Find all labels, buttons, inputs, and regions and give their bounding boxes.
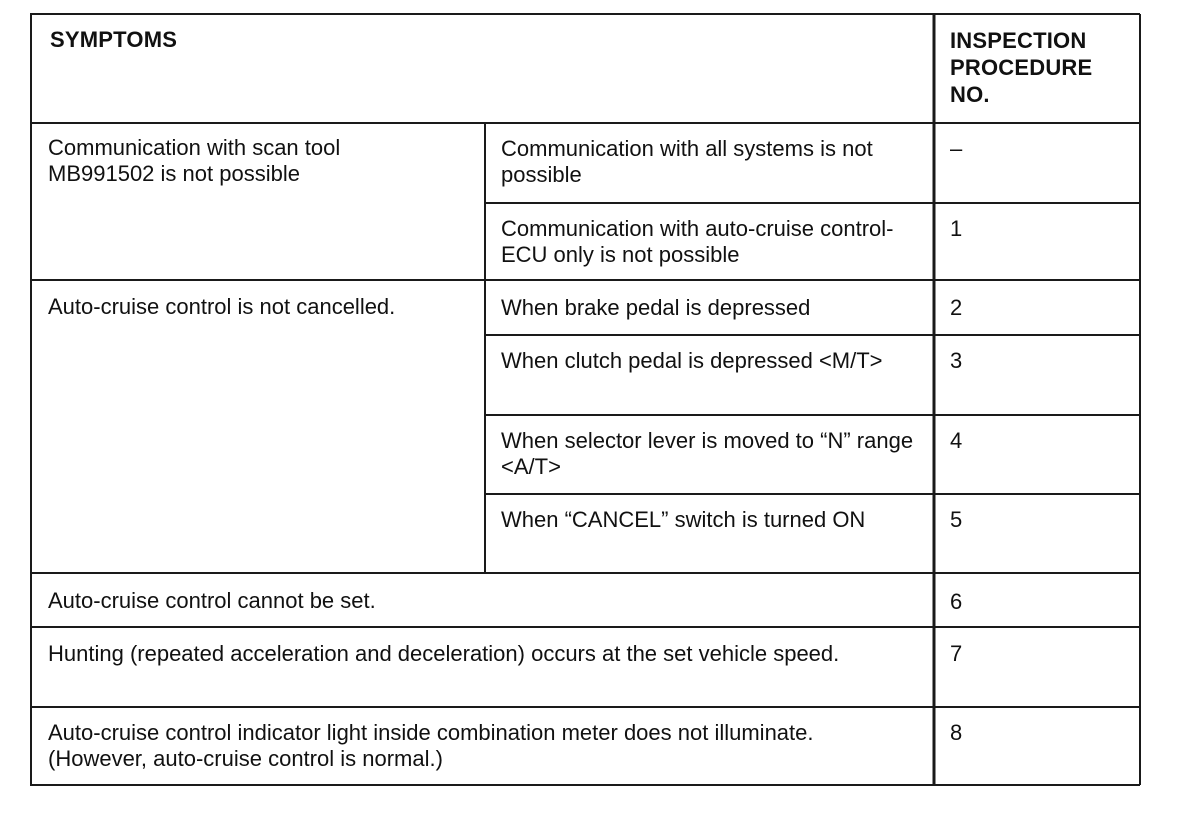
procedure-no-2: 2 <box>950 295 963 320</box>
condition-selector-lever: When selector lever is moved to “N” range <A/T> <box>501 428 914 479</box>
procedure-no-dash: – <box>950 136 963 161</box>
procedure-no-4: 4 <box>950 428 963 453</box>
procedure-no-6: 6 <box>950 589 963 614</box>
header-inspection-procedure-no: INSPECTION PROCEDURE NO. <box>950 28 1093 107</box>
condition-clutch-pedal: When clutch pedal is depressed <M/T> <box>501 348 883 373</box>
condition-brake-pedal: When brake pedal is depressed <box>501 295 811 320</box>
procedure-no-7: 7 <box>950 641 963 666</box>
symptom-cannot-be-set: Auto-cruise control cannot be set. <box>48 588 376 613</box>
condition-all-systems: Communication with all systems is not possible <box>501 136 873 187</box>
symptom-hunting: Hunting (repeated acceleration and deceleration) occurs at the set vehicle speed. <box>48 641 840 666</box>
condition-ecu-only: Communication with auto-cruise control-ECU only is not possible <box>501 216 894 267</box>
procedure-no-8: 8 <box>950 720 963 745</box>
condition-cancel-switch: When “CANCEL” switch is turned ON <box>501 507 866 532</box>
procedure-no-3: 3 <box>950 348 963 373</box>
procedure-no-1: 1 <box>950 216 963 241</box>
symptom-indicator-light: Auto-cruise control indicator light inside combination meter does not illuminate. (However, auto-cruise control is normal.) <box>48 720 814 771</box>
procedure-no-5: 5 <box>950 507 963 532</box>
symptom-not-cancelled: Auto-cruise control is not cancelled. <box>48 294 396 319</box>
symptom-scan-tool-communication: Communication with scan tool MB991502 is not possible <box>48 135 341 186</box>
header-symptoms: SYMPTOMS <box>50 27 178 52</box>
